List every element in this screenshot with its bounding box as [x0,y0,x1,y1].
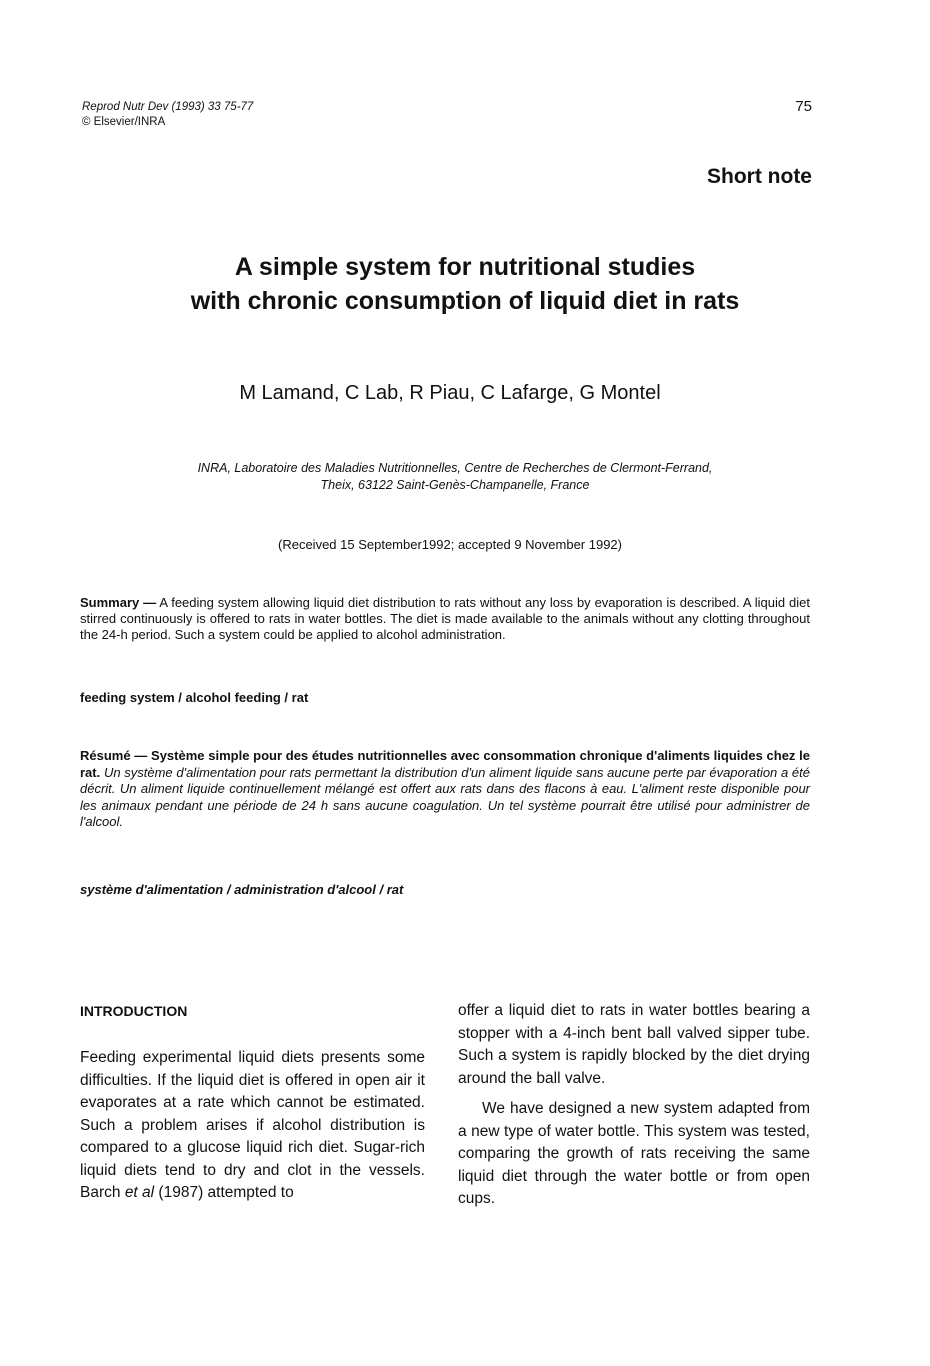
received-dates: (Received 15 September1992; accepted 9 November 1992) [278,537,622,552]
affiliation-line-1: INRA, Laboratoire des Maladies Nutritionnelles, Centre de Recherches de Clermont-Ferrand, [197,461,713,475]
resume-text: Un système d'alimentation pour rats permettant la distribution d'un aliment liquide sans aucune perte par évaporation a été décrit. Un aliment liquide continuellement mélangé est offert aux rats dans des flacons à eau. L'aliment reste disponible pour les animaux pendant une période de 24 h sans aucune coagulation. Un tel système pourrait être utilisé pour administrer de l'alcool. [80,764,810,830]
intro-paragraph-continued: offer a liquid diet to rats in water bottles bearing a stopper with a 4-inch bent ball valved sipper tube. Such a system is rapidly blocked by the diet drying around the ball valve. [458,1002,810,1087]
journal-citation [82,100,253,130]
paper-title [0,250,930,318]
summary-lead: Summary — [80,595,157,610]
title-line-2: with chronic consumption of liquid diet in rats [190,287,740,315]
affiliation [80,460,830,494]
resume-lead: Résumé — Système simple pour des études nutritionnelles avec consommation chronique d'aliments liquides chez le rat. [80,748,810,780]
section-label: Short note [707,165,812,188]
title-line-1: A simple system for nutritional studies [234,253,696,281]
introduction-heading: INTRODUCTION [80,1003,188,1019]
intro-paragraph-2: We have designed a new system adapted from a new type of water bottle. This system was tested, comparing the growth of rats receiving the same liquid diet through the water bottle or from open cups. [458,1100,810,1207]
right-column [458,1000,810,1211]
intro-p1-text-end: (1987) attempted to [154,1184,294,1201]
keywords-french: système d'alimentation / administration d'alcool / rat [80,882,404,897]
intro-p1-text: Feeding experimental liquid diets presents some difficulties. If the liquid diet is offered in open air it evaporates at a rate which cannot be estimated. Such a problem arises if alcohol distribution is compared to a glucose liquid rich diet. Sugar-rich liquid diets tend to dry and clot in the vessels. Barch [80,1049,425,1201]
left-column [80,1047,425,1205]
summary [80,595,810,643]
intro-p1-etal: et al [124,1184,155,1201]
journal-line: Reprod Nutr Dev (1993) 33 75-77 [82,101,254,113]
authors: M Lamand, C Lab, R Piau, C Lafarge, G Montel [239,382,661,404]
resume [80,748,810,831]
keywords-english: feeding system / alcohol feeding / rat [80,690,309,705]
page-number: 75 [795,98,812,115]
affiliation-line-2: Theix, 63122 Saint-Genès-Champanelle, France [320,478,590,492]
intro-paragraph-1 [80,1047,425,1205]
summary-text: A feeding system allowing liquid diet distribution to rats without any loss by evaporation is described. A liquid diet stirred continuously is offered to rats in water bottles. The diet is made available to the animals without any clotting throughout the 24-h period. Such a system could be applied to alcohol administration. [80,595,810,642]
copyright-line: © Elsevier/INRA [82,116,166,128]
